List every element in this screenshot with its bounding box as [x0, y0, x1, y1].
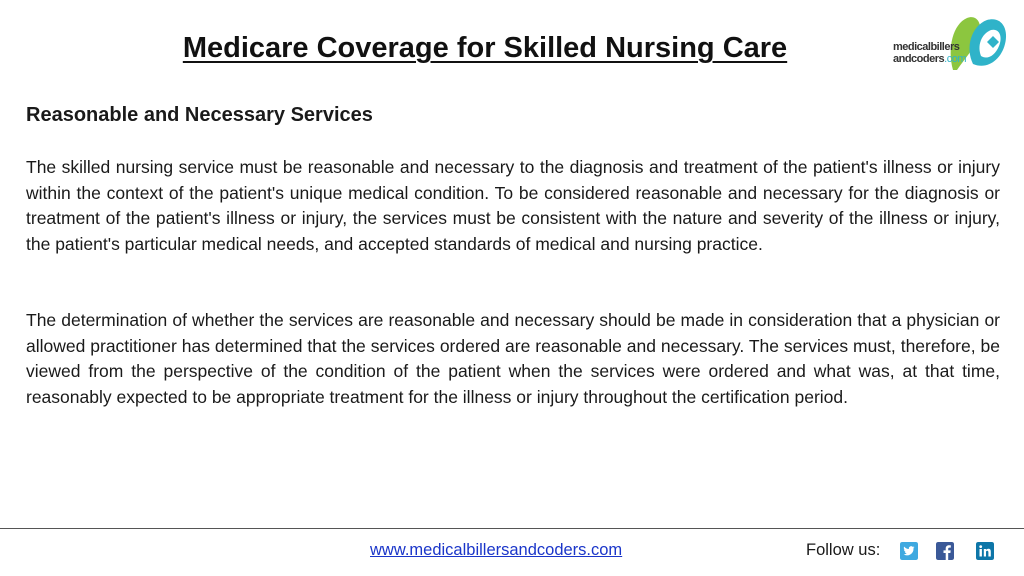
paragraph-2: The determination of whether the services are reasonable and necessary should be made in consideration that a physician or allowed practitioner has determined that the services ordered are reasonable and necessary. The services must, therefore, be viewed from the perspective of the condition of the patient when the services were ordered and what was, at that time, reasonably expected to be appropriate treatment for the illness or injury throughout the certification period.	[26, 310, 1000, 407]
logo-line-1: medicalbillers	[893, 41, 960, 53]
follow-us-label: Follow us:	[806, 541, 881, 559]
page-title: Medicare Coverage for Skilled Nursing Care	[182, 32, 788, 64]
company-logo	[893, 12, 1013, 74]
facebook-icon[interactable]	[936, 542, 954, 560]
logo-line-2: andcoders	[893, 53, 945, 65]
logo-suffix: .com	[944, 53, 966, 65]
website-link[interactable]: www.medicalbillersandcoders.com	[370, 541, 623, 559]
twitter-icon[interactable]	[900, 542, 918, 560]
logo-wordmark	[893, 41, 966, 65]
paragraph-1: The skilled nursing service must be reasonable and necessary to the diagnosis and treatment of the patient's illness or injury within the context of the patient's unique medical condition. To be considered reasonable and necessary for the diagnosis or treatment of the patient's illness or injury, the services must be consistent with the nature and severity of the illness or injury, the patient's particular medical needs, and accepted standards of medical and nursing practice.	[26, 157, 1000, 254]
section-heading: Reasonable and Necessary Services	[26, 104, 373, 126]
linkedin-icon[interactable]	[976, 542, 994, 560]
footer-divider	[0, 528, 1024, 529]
